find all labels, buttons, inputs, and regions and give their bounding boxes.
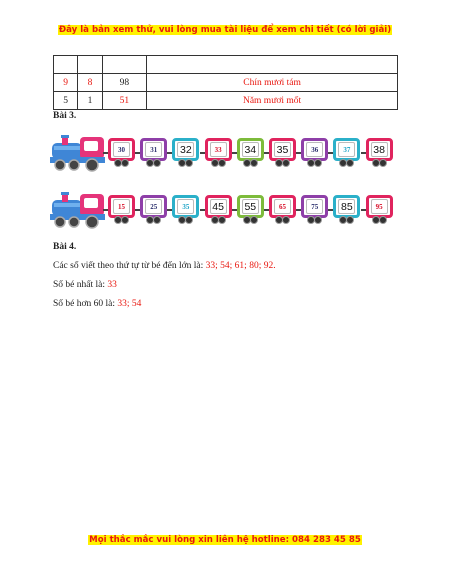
table-cell: 9: [54, 74, 78, 92]
train-car-number: 32: [177, 142, 194, 157]
train-car: [301, 195, 328, 218]
question-text: Số bé hơn 60 là:: [53, 299, 118, 309]
wheel-icon: [250, 216, 258, 224]
answer-text: 33; 54: [117, 299, 142, 309]
answer-line-order: [53, 261, 276, 271]
question-text: Các số viết theo thứ tự từ bé đến lớn là:: [53, 261, 206, 271]
train-car: [237, 138, 264, 161]
train-car-number: 37: [338, 142, 355, 157]
wheel-icon: [282, 159, 290, 167]
table-cell: [54, 56, 78, 74]
train-car-number: 35: [177, 199, 194, 214]
wheel-icon: [250, 159, 258, 167]
train-car-number: 75: [306, 199, 323, 214]
table-cell: 8: [78, 74, 102, 92]
train-car: [366, 138, 393, 161]
train-car: [172, 195, 199, 218]
answer-text: 33: [107, 280, 117, 290]
train-car: [269, 138, 296, 161]
train-engine-icon: [50, 190, 106, 230]
train-car: [205, 138, 232, 161]
table-cell: [147, 56, 398, 74]
table-cell: 51: [102, 92, 146, 110]
table-row: [54, 92, 398, 110]
train-car: [172, 138, 199, 161]
train-row-2: [50, 190, 395, 230]
table-cell: Chín mươi tám: [147, 74, 398, 92]
train-car: [269, 195, 296, 218]
number-table: [53, 55, 398, 110]
train-car: [237, 195, 264, 218]
answer-line-less-than-60: [53, 299, 141, 309]
train-coupler: [200, 209, 205, 211]
wheel-icon: [346, 216, 354, 224]
bai3-heading: Bài 3.: [53, 111, 77, 121]
wheel-icon: [314, 159, 322, 167]
table-cell: 1: [78, 92, 102, 110]
train-row-1: [50, 133, 395, 173]
train-car: [205, 195, 232, 218]
train-engine-icon: [50, 133, 106, 173]
wheel-icon: [346, 159, 354, 167]
table-cell: Năm mươi mốt: [147, 92, 398, 110]
wheel-icon: [121, 159, 129, 167]
train-car-number: 95: [371, 199, 388, 214]
train-coupler: [200, 152, 205, 154]
train-car-number: 33: [210, 142, 227, 157]
table-row: [54, 74, 398, 92]
train-car-number: 30: [113, 142, 130, 157]
train-car-number: 25: [145, 199, 162, 214]
train-car: [140, 195, 167, 218]
train-car-number: 35: [274, 142, 291, 157]
table-row: [54, 56, 398, 74]
wheel-icon: [153, 159, 161, 167]
train-car-number: 15: [113, 199, 130, 214]
train-car-number: 31: [145, 142, 162, 157]
bai4-heading: Bài 4.: [53, 242, 77, 252]
train-car-number: 45: [210, 199, 227, 214]
train-car-number: 36: [306, 142, 323, 157]
train-car: [140, 138, 167, 161]
train-car: [108, 138, 135, 161]
wheel-icon: [153, 216, 161, 224]
wheel-icon: [218, 216, 226, 224]
hotline-banner: Mọi thắc mắc vui lòng xin liên hệ hotline: 084 283 45 85: [89, 535, 361, 545]
train-car: [333, 138, 360, 161]
train-car-number: 85: [338, 199, 355, 214]
train-coupler: [361, 152, 366, 154]
wheel-icon: [314, 216, 322, 224]
wheel-icon: [379, 159, 387, 167]
answer-line-smallest: [53, 280, 117, 290]
train-car-number: 34: [242, 142, 259, 157]
question-text: Số bé nhất là:: [53, 280, 108, 290]
train-car-number: 65: [274, 199, 291, 214]
answer-text: 33; 54; 61; 80; 92.: [205, 261, 276, 271]
wheel-icon: [282, 216, 290, 224]
train-car: [301, 138, 328, 161]
train-coupler: [361, 209, 366, 211]
train-car: [333, 195, 360, 218]
wheel-icon: [121, 216, 129, 224]
wheel-icon: [379, 216, 387, 224]
preview-banner: Đây là bản xem thử, vui lòng mua tài liệu để xem chi tiết (có lời giải): [58, 25, 392, 35]
table-cell: [78, 56, 102, 74]
train-car: [366, 195, 393, 218]
wheel-icon: [218, 159, 226, 167]
train-car-number: 55: [242, 199, 259, 214]
train-car-number: 38: [371, 142, 388, 157]
train-car: [108, 195, 135, 218]
table-cell: 98: [102, 74, 146, 92]
table-cell: [102, 56, 146, 74]
table-cell: 5: [54, 92, 78, 110]
wheel-icon: [185, 216, 193, 224]
wheel-icon: [185, 159, 193, 167]
